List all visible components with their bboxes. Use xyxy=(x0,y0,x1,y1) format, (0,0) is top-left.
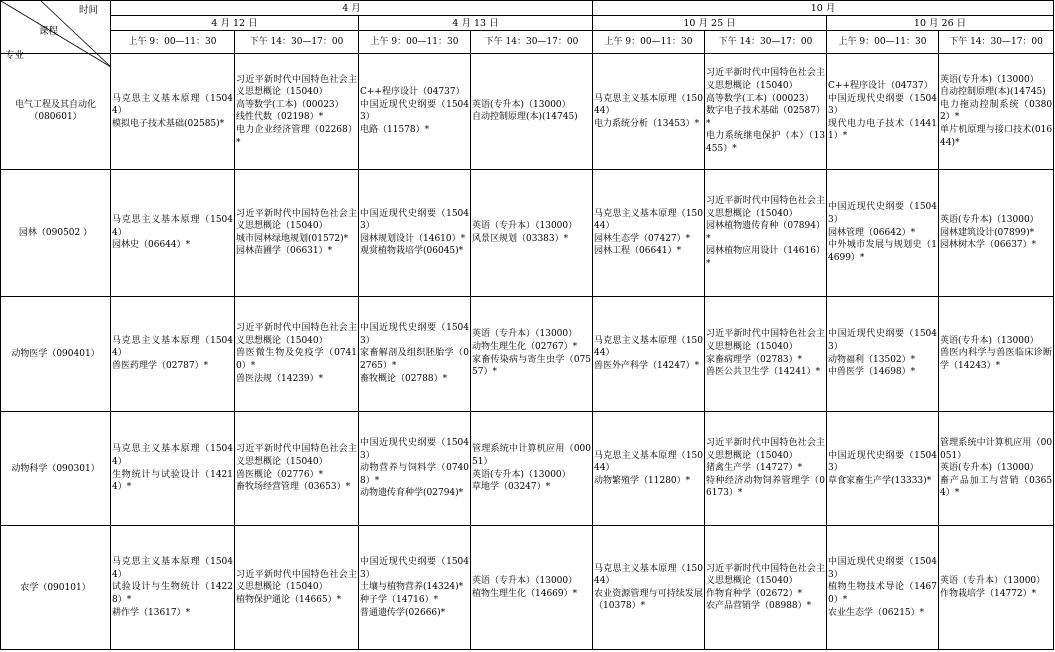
course-entry: 兽医药理学（02787）* xyxy=(112,360,209,371)
course-entry: 动物遗传育种学(02794)* xyxy=(360,488,464,499)
month-header-row xyxy=(1,1,1054,16)
exam-slot-cell xyxy=(827,296,939,411)
course-entry: 中国近现代史纲要（15043） xyxy=(828,202,938,225)
course-entry: 兽医内科学与兽医临床诊断学（14243）* xyxy=(940,348,1053,371)
course-entry: 园林工程（06641）* xyxy=(594,246,682,257)
course-entry: 风景区规划（03383）* xyxy=(472,233,569,244)
course-entry: 英语（专升本）（13000） xyxy=(472,329,578,340)
course-entry: 动物繁殖学（11280）* xyxy=(594,475,691,486)
exam-slot-cell xyxy=(111,296,235,411)
exam-slot-cell xyxy=(705,54,827,170)
major-row xyxy=(1,411,1054,526)
exam-slot-cell xyxy=(111,54,235,170)
course-entry: 园林植物遗传育种（07894）* xyxy=(706,221,826,244)
course-entry: 英语(专升本)（13000） xyxy=(472,469,571,480)
exam-slot-cell xyxy=(235,526,359,650)
course-entry: 习近平新时代中国特色社会主义思想概论（15040） xyxy=(236,208,357,232)
major-name-cell xyxy=(1,526,111,650)
exam-slot-cell xyxy=(111,411,235,526)
course-entry: 农业生态学（06215）* xyxy=(828,607,925,618)
course-entry: 高等数学(工本)（00023） xyxy=(236,99,344,110)
course-entry: 兽医法规（14239）* xyxy=(236,373,324,384)
course-entry: 马克思主义基本原理（15044） xyxy=(112,444,233,467)
course-entry: 种子学（14716）* xyxy=(360,595,439,606)
course-entry: 马克思主义基本原理（15044） xyxy=(594,93,704,117)
course-entry: 习近平新时代中国特色社会主义思想概论（15040） xyxy=(706,563,826,587)
course-entry: 马克思主义基本原理（15044） xyxy=(112,214,233,238)
course-entry: 中国近现代史纲要（15043） xyxy=(360,557,469,580)
course-entry: 自动控制原理(本)(14745) xyxy=(940,87,1046,98)
course-entry: 电力系统分析（13453）* xyxy=(594,118,700,129)
major-name-cell xyxy=(1,296,111,411)
course-entry: 园林苗圃学（06631）* xyxy=(236,246,333,257)
course-entry: 电路（11578）* xyxy=(360,125,430,136)
exam-slot-cell xyxy=(593,411,705,526)
course-entry: 中国近现代史纲要（15043） xyxy=(828,93,938,117)
course-entry: 英语(专升本)（13000） xyxy=(940,335,1039,346)
course-entry: 自动控制原理(本)(14745) xyxy=(472,112,578,123)
course-entry: 中外城市发展与规划史（14699）* xyxy=(828,240,938,263)
month-header-april: 4 月 xyxy=(111,1,593,16)
exam-slot-cell xyxy=(359,526,471,650)
course-entry: 园林植物应用设计（14616）* xyxy=(706,246,826,269)
course-entry: 习近平新时代中国特色社会主义思想概论（15040） xyxy=(706,196,826,219)
course-entry: 英语(专升本)（13000） xyxy=(940,74,1039,85)
exam-slot-cell xyxy=(827,54,939,170)
course-entry: 英语(专升本)（13000） xyxy=(940,463,1039,474)
exam-slot-cell xyxy=(593,526,705,650)
course-entry: 中国近现代史纲要（15043） xyxy=(360,208,469,232)
course-entry: 中国近现代史纲要（15043） xyxy=(828,450,938,474)
course-entry: 马克思主义基本原理（15044） xyxy=(594,450,704,474)
exam-slot-cell xyxy=(235,296,359,411)
exam-slot-cell xyxy=(593,296,705,411)
course-entry: 单片机原理与接口技术(01644)* xyxy=(940,125,1053,148)
course-entry: 中国近现代史纲要（15043） xyxy=(828,329,938,353)
exam-slot-cell xyxy=(705,526,827,650)
course-entry: 畜牧概论（02788）* xyxy=(360,373,448,384)
course-entry: 农产品营销学（08988）* xyxy=(706,601,812,612)
exam-slot-cell xyxy=(111,526,235,650)
course-entry: 英语（专升本）（13000） xyxy=(472,221,578,232)
course-entry: 园林规划设计（14610）* xyxy=(360,233,466,244)
course-entry: 畜产品加工与营销（03654）* xyxy=(940,475,1053,499)
exam-slot-cell xyxy=(359,169,471,296)
date-header: 10 月 26 日 xyxy=(827,16,1054,31)
exam-slot-cell xyxy=(111,169,235,296)
slot-header: 下午 14：30—17：00 xyxy=(939,31,1054,54)
schedule-body xyxy=(1,54,1054,650)
course-entry: 英语(专升本)（13000） xyxy=(940,214,1039,225)
exam-slot-cell xyxy=(593,54,705,170)
slot-header: 上午 9：00—11：30 xyxy=(827,31,939,54)
exam-slot-cell xyxy=(939,411,1054,526)
course-entry: 园林管理（06642）* xyxy=(828,227,916,238)
course-entry: 模拟电子技术基础(02585)* xyxy=(112,118,225,129)
corner-time-label: 时间 xyxy=(79,5,99,16)
course-entry: 草食家畜生产学(13333)* xyxy=(828,475,932,486)
course-entry: 兽医概论（02776）* xyxy=(236,469,324,480)
exam-slot-cell xyxy=(705,169,827,296)
course-entry: 草地学（03247）* xyxy=(472,482,551,493)
course-entry: C++程序设计（04737） xyxy=(360,87,465,98)
course-entry: 试验设计与生物统计（14228）* xyxy=(112,582,233,606)
exam-slot-cell xyxy=(827,411,939,526)
course-entry: 家畜病理学（02783）* xyxy=(706,354,803,365)
course-entry: 园林生态学（07427）* xyxy=(594,233,691,244)
major-name-line: 动物医学（090401） xyxy=(11,348,100,359)
date-header: 10 月 25 日 xyxy=(593,16,827,31)
major-name-cell xyxy=(1,54,111,170)
major-row xyxy=(1,526,1054,650)
course-entry: 植物保护通论（14665）* xyxy=(236,595,342,606)
course-entry: 猪禽生产学（14727）* xyxy=(706,463,803,474)
course-entry: 家畜解剖及组织胚胎学（02765）* xyxy=(360,348,469,371)
major-name-line: 动物科学（090301） xyxy=(11,463,100,474)
course-entry: 习近平新时代中国特色社会主义思想概论（15040） xyxy=(706,68,826,91)
course-entry: 习近平新时代中国特色社会主义思想概论（15040） xyxy=(706,438,826,461)
course-entry: 兽医微生物及免疫学（07410）* xyxy=(236,348,357,371)
course-entry: 植物生物技术导论（14670）* xyxy=(828,582,938,606)
course-entry: 作物栽培学（14772）* xyxy=(940,588,1037,599)
course-entry: 作物育种学（02672）* xyxy=(706,588,803,599)
exam-slot-cell xyxy=(471,526,593,650)
exam-slot-cell xyxy=(939,296,1054,411)
course-entry: 兽医外产科学（14247）* xyxy=(594,360,700,371)
exam-slot-cell xyxy=(235,411,359,526)
course-entry: 电力拖动控制系统（03802）* xyxy=(940,99,1053,123)
course-entry: 管理系统中计算机应用（00051） xyxy=(472,444,592,467)
course-entry: 观赏植物栽培学(06045)* xyxy=(360,246,464,257)
course-entry: 习近平新时代中国特色社会主义思想概论（15040） xyxy=(706,329,826,353)
slot-header: 下午 14：30—17：00 xyxy=(705,31,827,54)
course-entry: 土壤与植物营养(14324)* xyxy=(360,582,464,593)
major-row xyxy=(1,54,1054,170)
exam-slot-cell xyxy=(827,526,939,650)
course-entry: 中国近现代史纲要（15043） xyxy=(360,438,469,461)
slot-header: 上午 9：00—11：30 xyxy=(593,31,705,54)
exam-slot-cell xyxy=(827,169,939,296)
course-entry: 家畜传染病与寄生虫学（07557）* xyxy=(472,354,592,378)
slot-header-row xyxy=(1,31,1054,54)
exam-slot-cell xyxy=(359,54,471,170)
exam-slot-cell xyxy=(359,296,471,411)
course-entry: 中国近现代史纲要（15043） xyxy=(360,323,469,346)
major-name-cell xyxy=(1,169,111,296)
course-entry: 兽医公共卫生学（14241）* xyxy=(706,367,821,378)
course-entry: 高等数学(工本)（00023） xyxy=(706,93,814,104)
course-entry: 马克思主义基本原理（15044） xyxy=(112,557,233,580)
exam-slot-cell xyxy=(235,54,359,170)
exam-slot-cell xyxy=(705,411,827,526)
exam-slot-cell xyxy=(471,296,593,411)
slot-header: 下午 14：30—17：00 xyxy=(235,31,359,54)
course-entry: 马克思主义基本原理（15044） xyxy=(112,93,233,117)
course-entry: 普通遗传学(02666)* xyxy=(360,607,446,618)
exam-slot-cell xyxy=(705,296,827,411)
exam-slot-cell xyxy=(471,54,593,170)
course-entry: 特种经济动物饲养管理学（06173）* xyxy=(706,475,826,499)
course-entry: 园林树木学（06637）* xyxy=(940,240,1037,251)
course-entry: 园林建筑设计(07899)* xyxy=(940,227,1035,238)
course-entry: 中兽医学（14698）* xyxy=(828,367,916,378)
course-entry: 中国近现代史纲要（15043） xyxy=(360,99,469,123)
exam-slot-cell xyxy=(359,411,471,526)
course-entry: 动物营养与饲料学（07408）* xyxy=(360,463,469,486)
exam-slot-cell xyxy=(471,169,593,296)
major-row xyxy=(1,296,1054,411)
exam-slot-cell xyxy=(939,169,1054,296)
course-entry: 英语（专升本）（13000） xyxy=(940,576,1046,587)
exam-slot-cell xyxy=(939,526,1054,650)
major-name-line: 园林（090502 ） xyxy=(18,227,93,238)
course-entry: 中国近现代史纲要（15043） xyxy=(828,557,938,580)
course-entry: 耕作学（13617）* xyxy=(112,607,191,618)
corner-header xyxy=(1,1,111,61)
course-entry: 畜牧场经营管理（03653）* xyxy=(236,482,351,493)
course-entry: 英语（专升本）（13000） xyxy=(472,576,578,587)
course-entry: 管理系统中计算机应用（00051） xyxy=(940,438,1053,461)
course-entry: 城市园林绿地规划(01572)* xyxy=(236,233,349,244)
date-header-row xyxy=(1,16,1054,31)
course-entry: 园林史（06644）* xyxy=(112,240,191,251)
course-entry: 习近平新时代中国特色社会主义思想概论（15040） xyxy=(236,323,357,346)
course-entry: 习近平新时代中国特色社会主义思想概论（15040） xyxy=(236,74,357,98)
exam-slot-cell xyxy=(235,169,359,296)
corner-course-label: 课程 xyxy=(39,26,59,37)
major-name-line: （080601） xyxy=(29,112,82,123)
course-entry: C++程序设计（04737） xyxy=(828,81,933,91)
slot-header: 上午 9：00—11：30 xyxy=(359,31,471,54)
course-entry: 生物统计与试验设计（14214）* xyxy=(112,469,233,493)
course-entry: 现代电力电子技术（14411）* xyxy=(828,118,938,142)
slot-header: 下午 14：30—17：00 xyxy=(471,31,593,54)
course-entry: 马克思主义基本原理（15044） xyxy=(594,208,704,232)
course-entry: 习近平新时代中国特色社会主义思想概论（15040） xyxy=(236,444,357,467)
major-name-cell xyxy=(1,411,111,526)
course-entry: 电力系统继电保护（本）（13455）* xyxy=(706,131,826,154)
course-entry: 马克思主义基本原理（15044） xyxy=(594,563,704,587)
course-entry: 动物生理生化（02767）* xyxy=(472,342,578,353)
exam-slot-cell xyxy=(939,54,1054,170)
course-entry: 植物生理生化（14669）* xyxy=(472,588,578,599)
major-name-line: 农学（090101） xyxy=(20,582,91,593)
course-entry: 线性代数（02198）* xyxy=(236,112,324,123)
course-entry: 电力企业经济管理（02268）* xyxy=(236,125,357,148)
month-header-october: 10 月 xyxy=(593,1,1054,16)
course-entry: 习近平新时代中国特色社会主义思想概论（15040） xyxy=(236,569,357,593)
course-entry: 马克思主义基本原理（15044） xyxy=(112,335,233,359)
exam-slot-cell xyxy=(593,169,705,296)
corner-major-label: 专业 xyxy=(5,50,25,61)
exam-slot-cell xyxy=(471,411,593,526)
course-entry: 马克思主义基本原理（15044） xyxy=(594,335,704,359)
major-row xyxy=(1,169,1054,296)
course-entry: 数字电子技术基础（02587）* xyxy=(706,106,826,129)
date-header: 4 月 13 日 xyxy=(359,16,593,31)
major-name-line: 电气工程及其自动化 xyxy=(14,100,96,111)
course-entry: 动物福利（13502）* xyxy=(828,354,916,365)
date-header: 4 月 12 日 xyxy=(111,16,359,31)
slot-header: 上午 9：00—11：30 xyxy=(111,31,235,54)
course-entry: 英语(专升本)（13000） xyxy=(472,99,571,110)
course-entry: 农业资源管理与可持续发展（10378）* xyxy=(594,588,704,612)
